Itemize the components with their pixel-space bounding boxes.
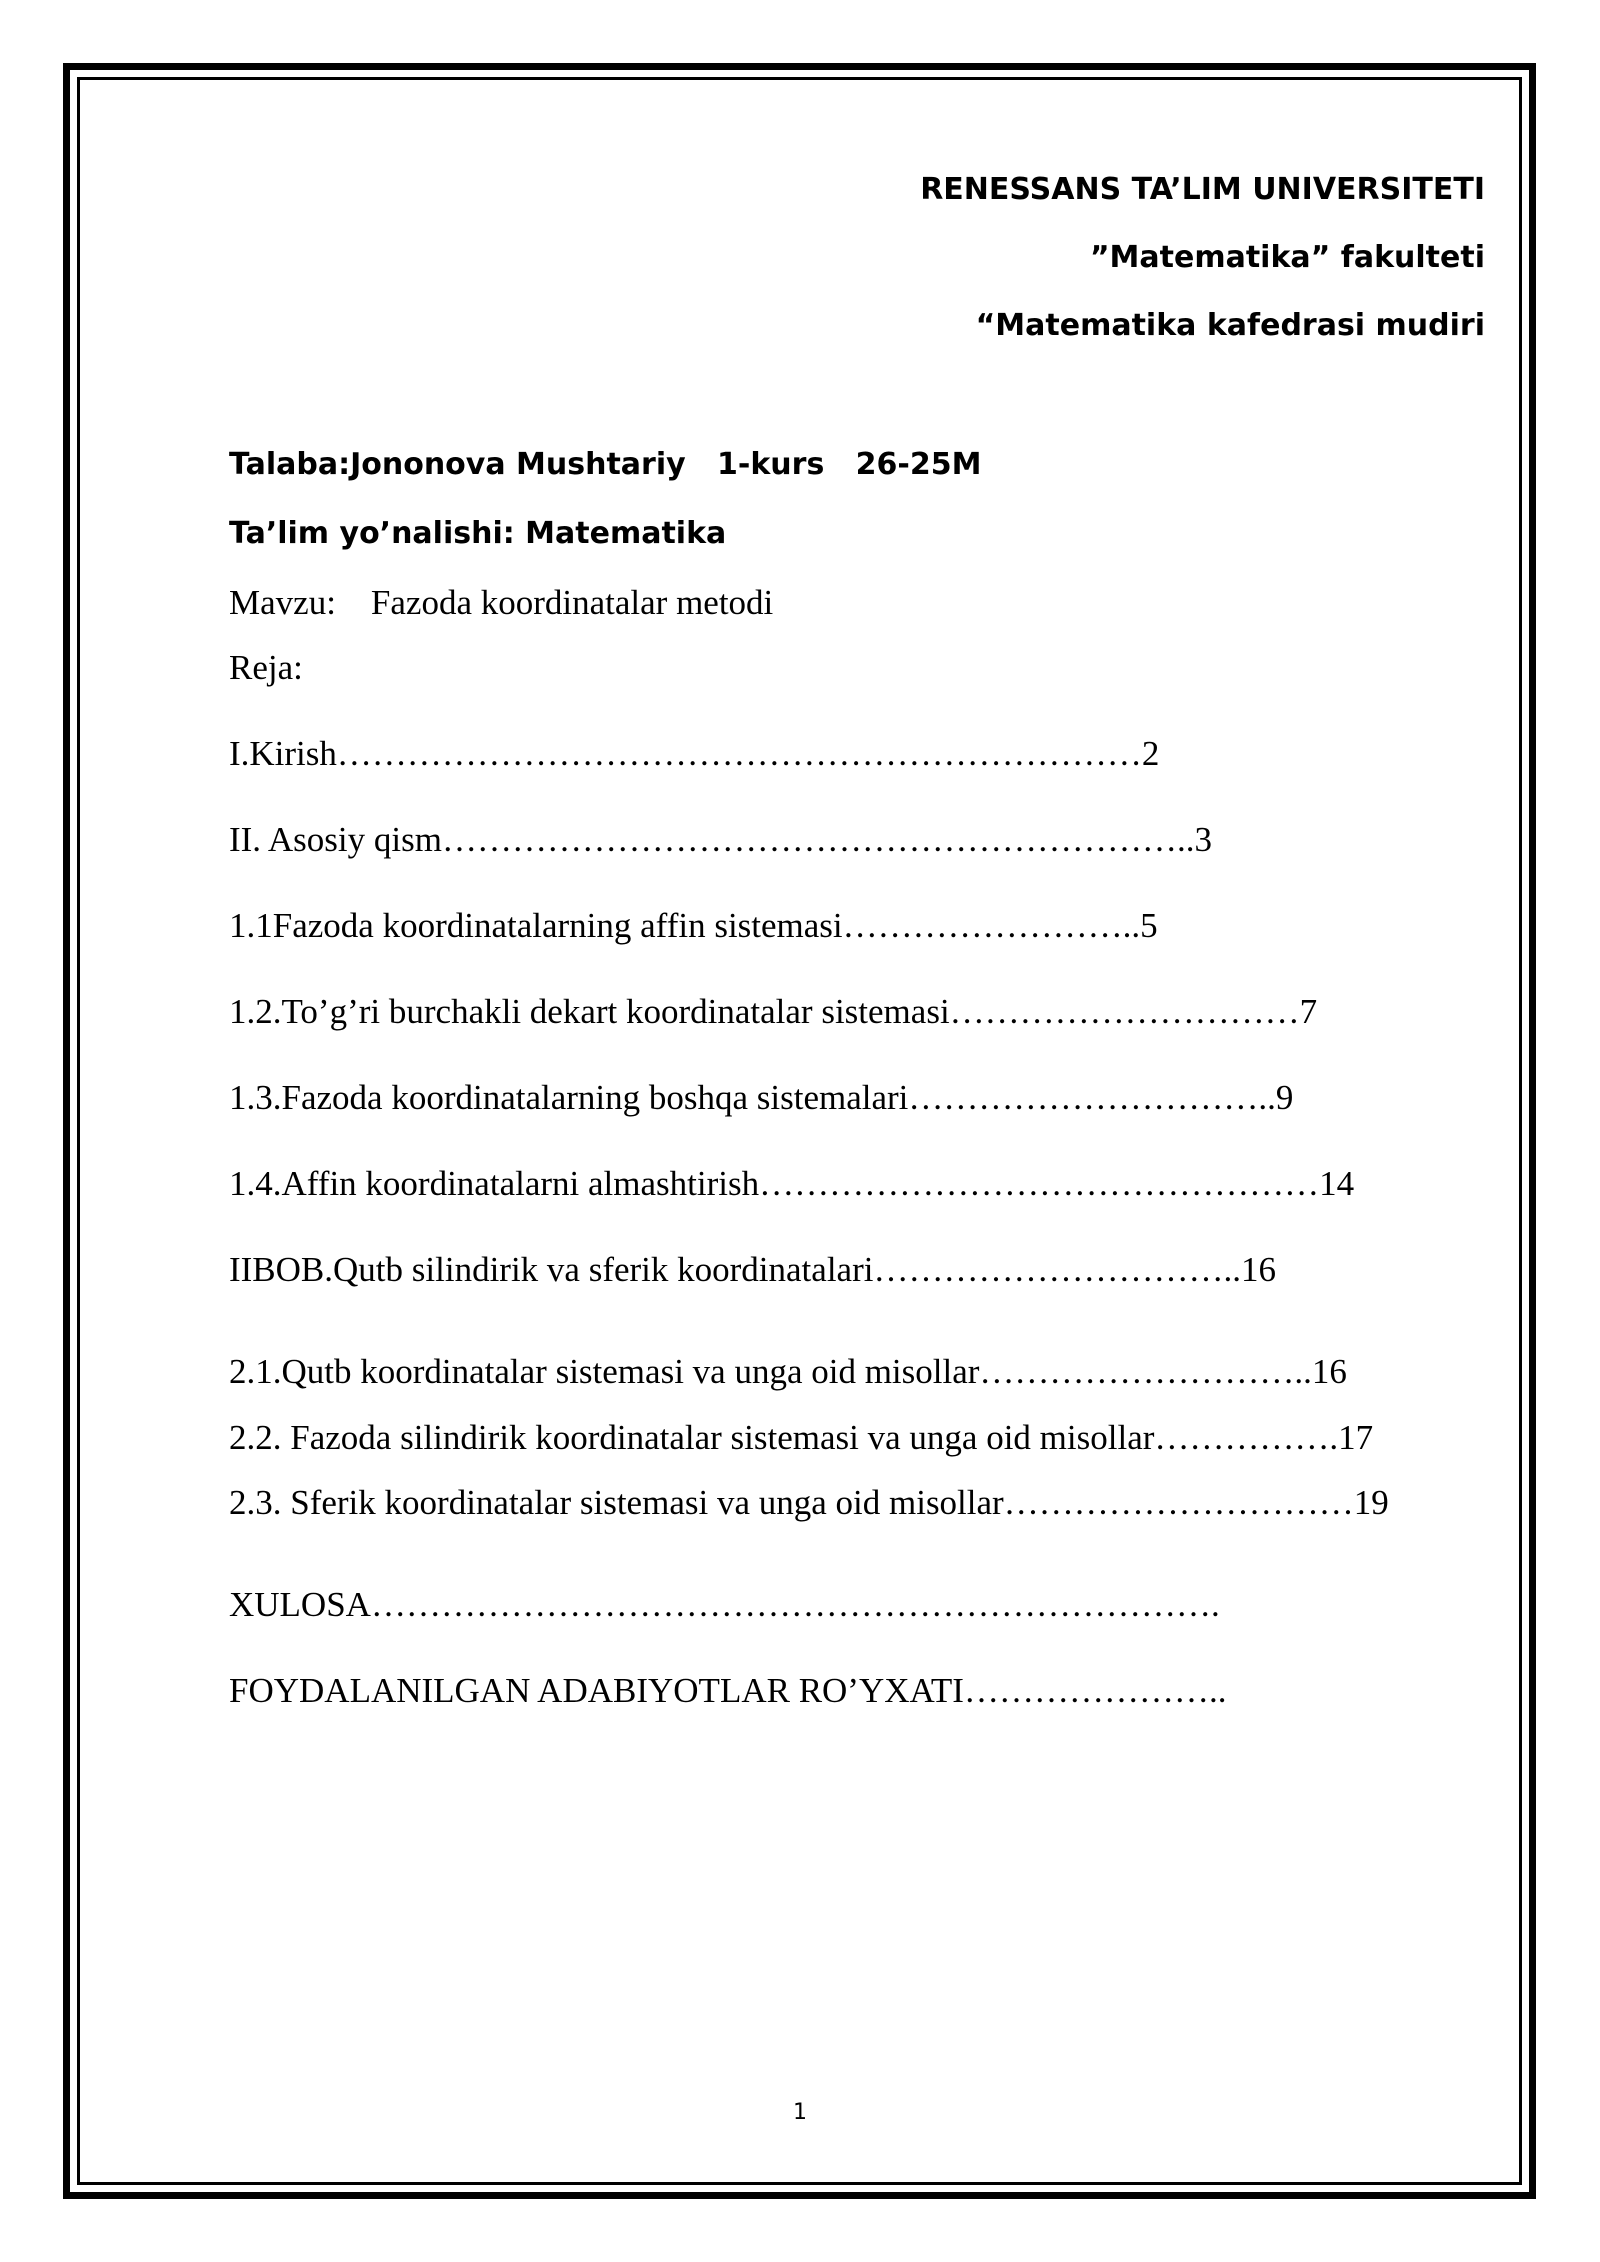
toc-entry: 1.2.To’g’ri burchakli dekart koordinatalar sistemasi…………………………7: [229, 992, 1318, 1031]
toc-entry: 2.3. Sferik koordinatalar sistemasi va unga oid misollar…………………………19: [229, 1483, 1389, 1522]
toc-entry: 1.1Fazoda koordinatalarning affin sistemasi……………………..5: [229, 906, 1158, 945]
topic-label: Mavzu:: [229, 583, 336, 622]
toc-entry: 2.1.Qutb koordinatalar sistemasi va unga oid misollar………………………..16: [229, 1352, 1347, 1391]
toc-entry: IIBOB.Qutb silindirik va sferik koordinatalari…………………………..16: [229, 1250, 1276, 1289]
toc-entry: I.Kirish……………………………………………………………2: [229, 734, 1160, 773]
direction-line: Ta’lim yo’nalishi: Matematika: [229, 516, 727, 551]
faculty-name: ”Matematika” fakulteti: [1089, 240, 1485, 275]
toc-entry: 2.2. Fazoda silindirik koordinatalar sistemasi va unga oid misollar…………….17: [229, 1418, 1374, 1457]
toc-entry: FOYDALANILGAN ADABIYOTLAR RO’YXATI…………………..: [229, 1671, 1227, 1710]
topic-line: [229, 583, 773, 623]
department-name: “Matematika kafedrasi mudiri: [975, 308, 1485, 343]
toc-entry: II. Asosiy qism………………………………………………………..3: [229, 820, 1212, 859]
plan-label: Reja:: [229, 648, 303, 687]
toc-entry: 1.3.Fazoda koordinatalarning boshqa sistemalari…………………………..9: [229, 1078, 1294, 1117]
topic-value: Fazoda koordinatalar metodi: [370, 583, 774, 622]
page-border-inner: [77, 77, 1522, 2185]
page-number: 1: [793, 2100, 807, 2125]
toc-entry: XULOSA……………………………………………………………….: [229, 1585, 1220, 1624]
university-name: RENESSANS TA’LIM UNIVERSITETI: [920, 172, 1485, 207]
toc-entry: 1.4.Affin koordinatalarni almashtirish…………………………………………14: [229, 1164, 1355, 1203]
student-line: Talaba:Jononova Mushtariy 1-kurs 26-25M: [229, 447, 982, 482]
